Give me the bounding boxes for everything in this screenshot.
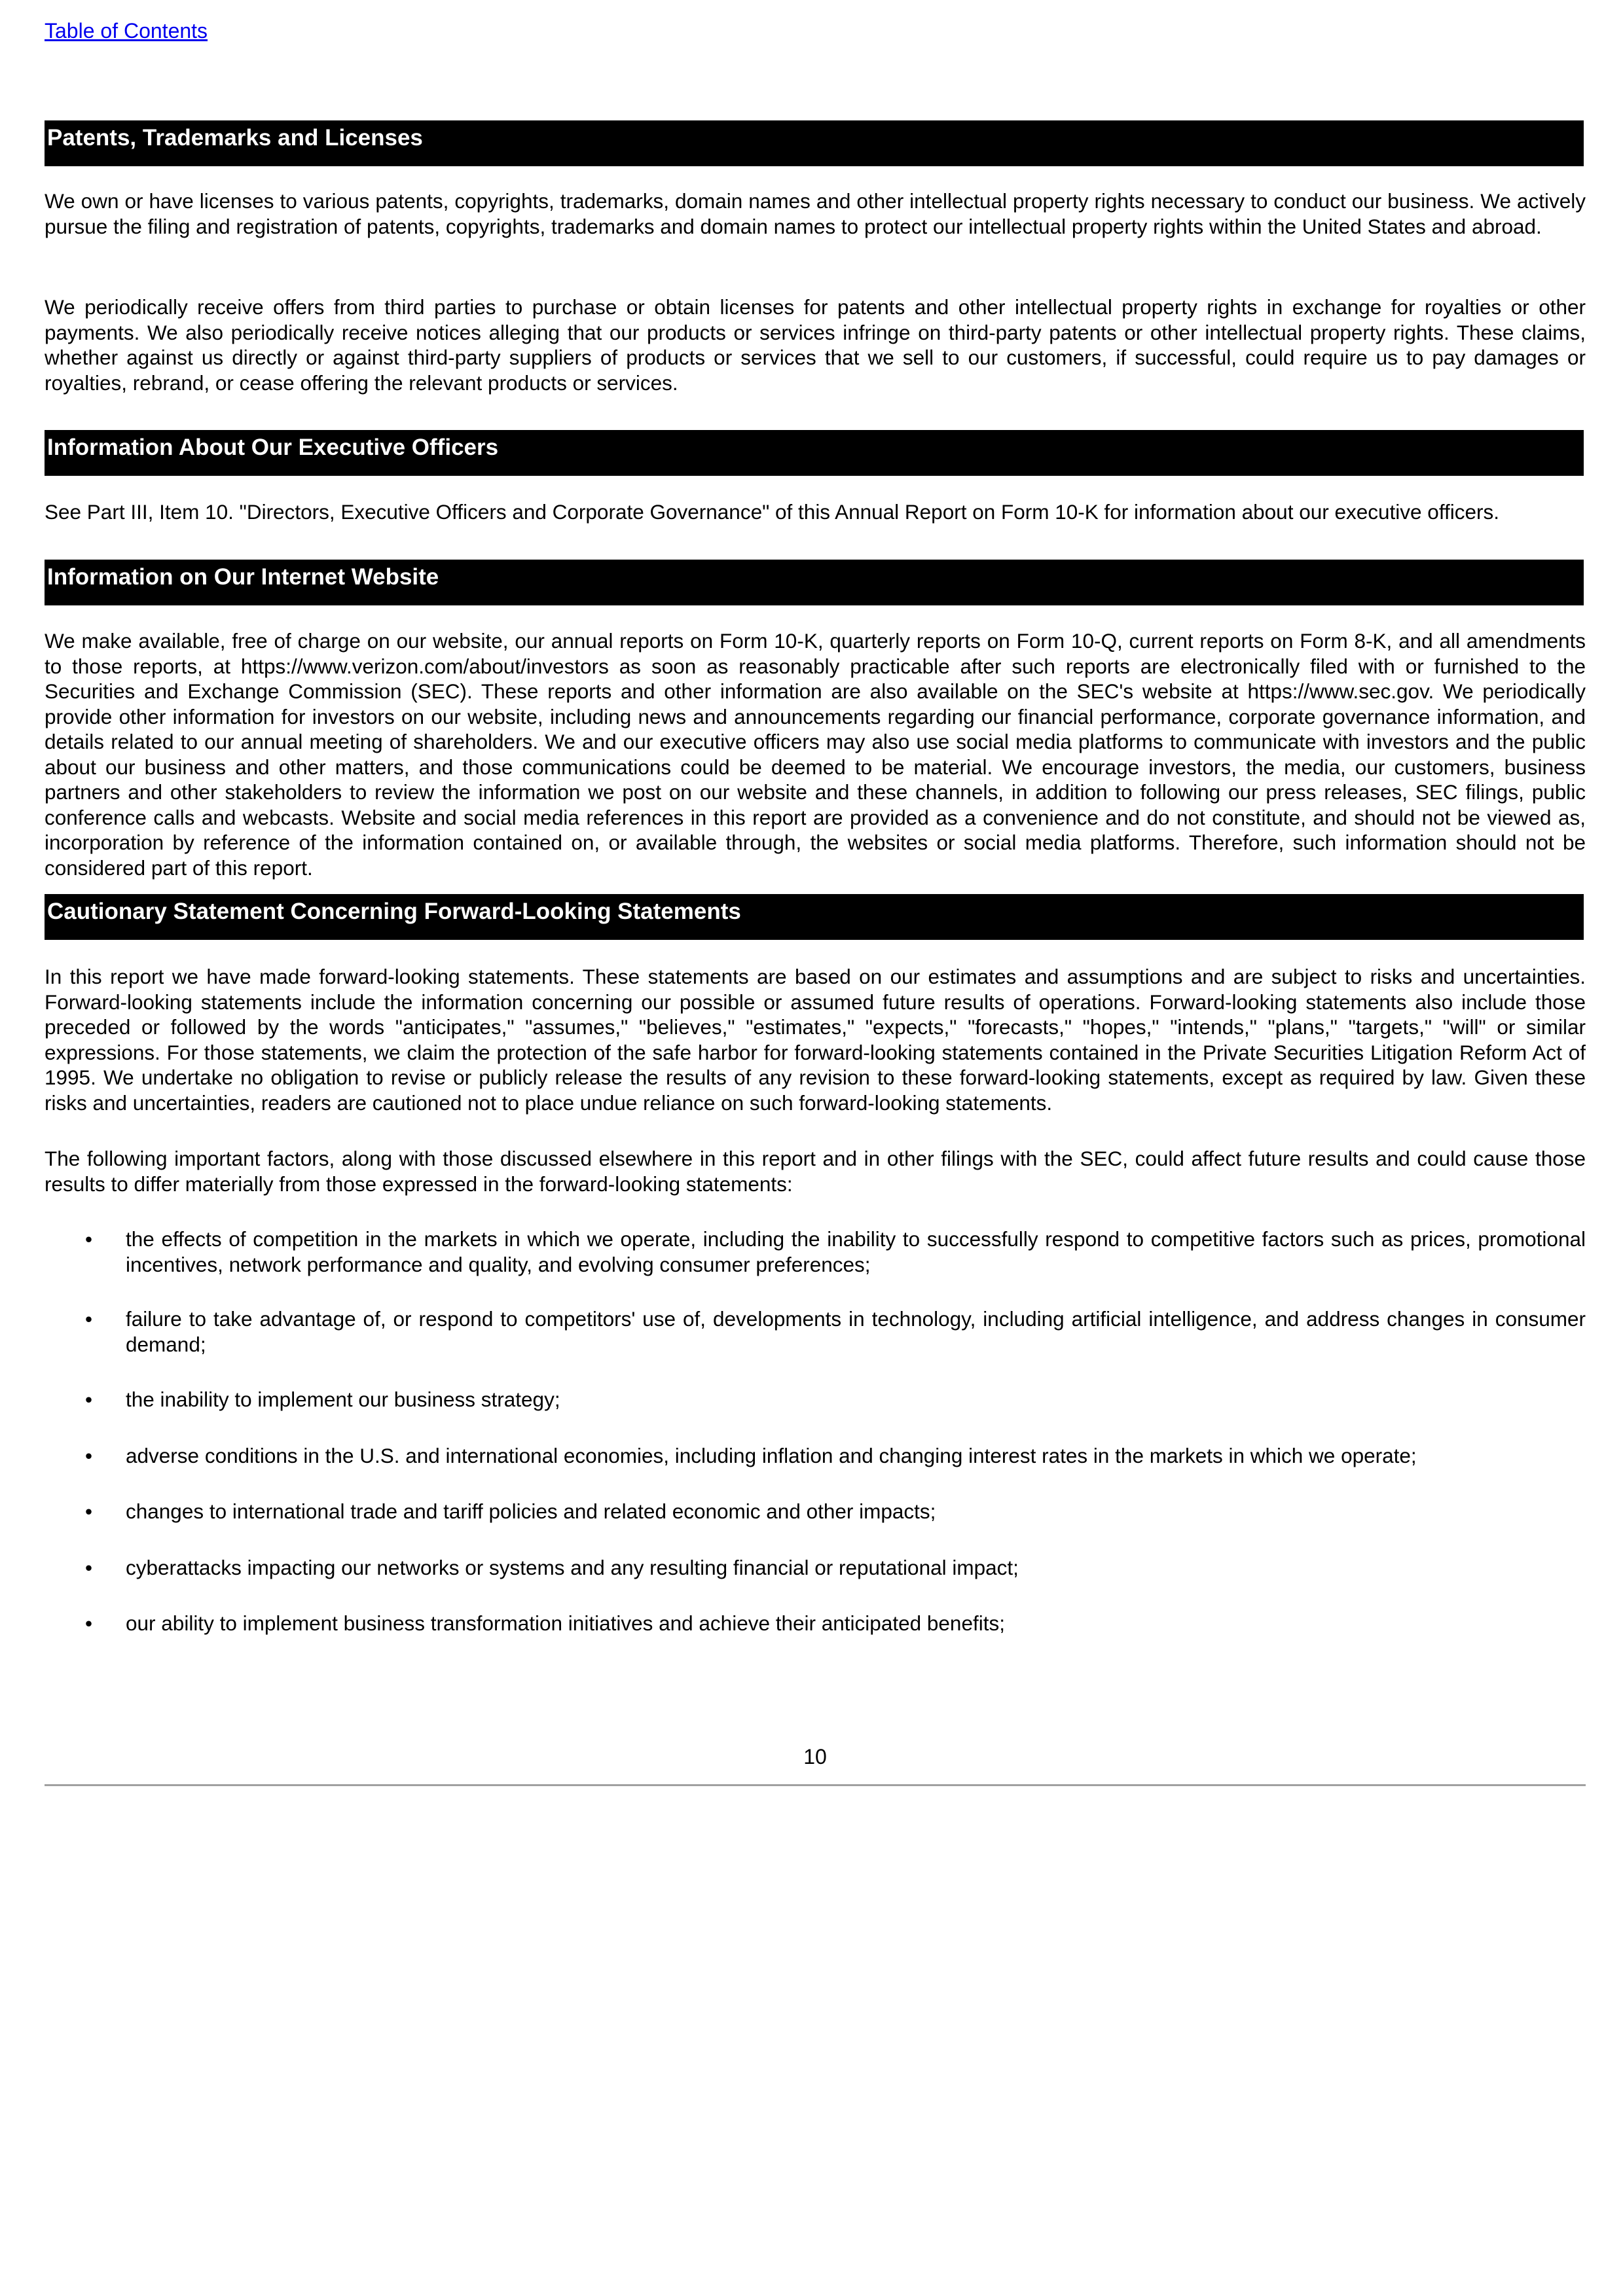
- bullet-marker: •: [85, 1556, 93, 1579]
- bullet-marker: •: [85, 1227, 93, 1251]
- table-of-contents-link[interactable]: Table of Contents: [45, 19, 208, 43]
- patents-paragraph-1: We own or have licenses to various patents, copyrights, trademarks, domain names and other intellectual property rights necessary to conduct our business. We actively pursue the filing and registration of patents, copyrights, trademarks and domain names to protect our intellectual property rights within the United States and abroad.: [45, 189, 1586, 238]
- section-heading-internet-website: Information on Our Internet Website: [45, 560, 1584, 605]
- bullet-text: the effects of competition in the markets in which we operate, including the inability to successfully respond to competitive factors such as prices, promotional incentives, network performance and quality, and evolving consumer preferences;: [126, 1227, 1586, 1276]
- bullet-marker: •: [85, 1444, 93, 1467]
- bullet-text: adverse conditions in the U.S. and international economies, including inflation and changing interest rates in the markets in which we operate;: [126, 1444, 1417, 1467]
- forward-looking-paragraph-2: The following important factors, along with those discussed elsewhere in this report and in other filings with the SEC, could affect future results and could cause those results to differ materially from those expressed in the forward-looking statements:: [45, 1147, 1586, 1196]
- bullet-text: the inability to implement our business strategy;: [126, 1388, 560, 1411]
- page-number: 10: [803, 1745, 827, 1768]
- section-heading-patents: Patents, Trademarks and Licenses: [45, 120, 1584, 166]
- executive-officers-paragraph: See Part III, Item 10. "Directors, Executive Officers and Corporate Governance" of this Annual Report on Form 10-K for information about our executive officers.: [45, 500, 1500, 524]
- bullet-marker: •: [85, 1307, 93, 1331]
- bullet-text: failure to take advantage of, or respond to competitors' use of, developments in technology, including artificial intelligence, and address changes in consumer demand;: [126, 1307, 1586, 1356]
- patents-paragraph-2: We periodically receive offers from third parties to purchase or obtain licenses for patents and other intellectual property rights in exchange for royalties or other payments. We also periodically receive notices alleging that our products or services infringe on third-party patents or other intellectual property rights. These claims, whether against us directly or against third-party suppliers of products or services that we sell to our customers, if successful, could require us to pay damages or royalties, rebrand, or cease offering the relevant products or services.: [45, 295, 1586, 395]
- bullet-marker: •: [85, 1388, 93, 1411]
- footer-divider: [45, 1784, 1586, 1786]
- bullet-text: changes to international trade and tariff policies and related economic and other impacts;: [126, 1499, 936, 1523]
- internet-website-paragraph: We make available, free of charge on our website, our annual reports on Form 10-K, quarterly reports on Form 10-Q, current reports on Form 8-K, and all amendments to those reports, at https://www.verizon.com/about/investors as soon as reasonably practicable after such reports are electronically filed with or furnished to the Securities and Exchange Commission (SEC). These reports and other information are also available on the SEC's website at https://www.sec.gov. We periodically provide other information for investors on our website, including news and announcements regarding our financial performance, corporate governance information, and details related to our annual meeting of shareholders. We and our executive officers may also use social media platforms to communicate with investors and the public about our business and other matters, and those communications could be deemed to be material. We encourage investors, the media, our customers, business partners and other stakeholders to review the information we post on our website and these channels, in addition to following our press releases, SEC filings, public conference calls and webcasts. Website and social media references in this report are provided as a convenience and do not constitute, and should not be viewed as, incorporation by reference of the information contained on, or available through, the websites or social media platforms. Therefore, such information should not be considered part of this report.: [45, 629, 1586, 880]
- bullet-text: our ability to implement business transformation initiatives and achieve their anticipated benefits;: [126, 1611, 1005, 1635]
- bullet-marker: •: [85, 1499, 93, 1523]
- bullet-marker: •: [85, 1611, 93, 1635]
- section-heading-forward-looking: Cautionary Statement Concerning Forward-Looking Statements: [45, 894, 1584, 940]
- section-heading-executive-officers: Information About Our Executive Officers: [45, 430, 1584, 476]
- bullet-text: cyberattacks impacting our networks or systems and any resulting financial or reputational impact;: [126, 1556, 1019, 1579]
- forward-looking-paragraph-1: In this report we have made forward-looking statements. These statements are based on our estimates and assumptions and are subject to risks and uncertainties. Forward-looking statements include the information concerning our possible or assumed future results of operations. Forward-looking statements also include those preceded or followed by the words "anticipates," "assumes," "believes," "estimates," "expects," "forecasts," "hopes," "intends," "plans," "targets," "will" or similar expressions. For those statements, we claim the protection of the safe harbor for forward-looking statements contained in the Private Securities Litigation Reform Act of 1995. We undertake no obligation to revise or publicly release the results of any revision to these forward-looking statements, except as required by law. Given these risks and uncertainties, readers are cautioned not to place undue reliance on such forward-looking statements.: [45, 965, 1586, 1115]
